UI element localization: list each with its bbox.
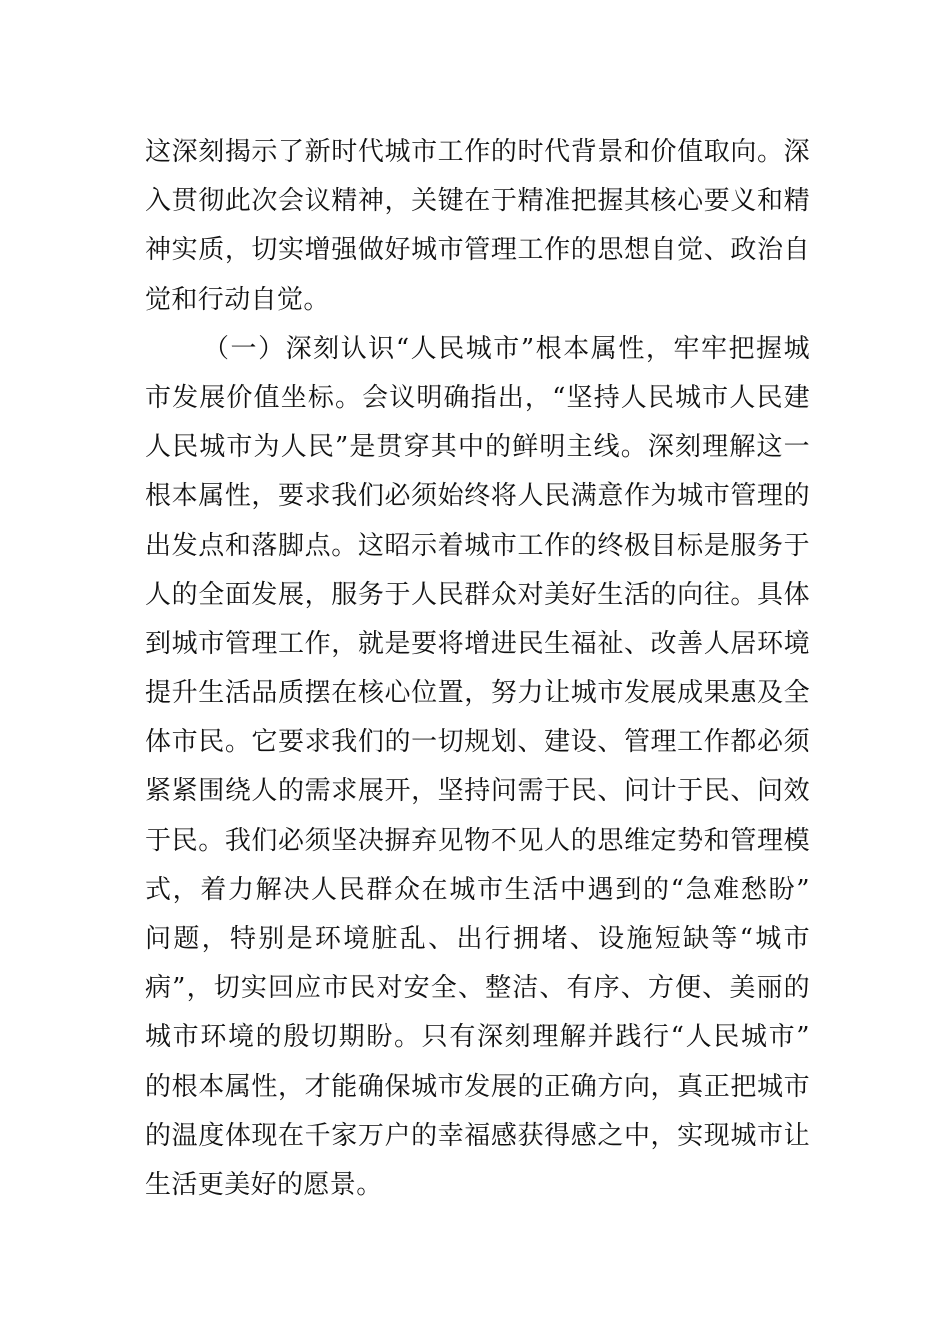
text-line: 的根本属性，才能确保城市发展的正确方向，真正把城市 [145,1071,810,1102]
document-body [145,128,810,1210]
text-line: 问题，特别是环境脏乱、出行拥堵、设施短缺等“城市 [145,924,810,954]
text-line: 出发点和落脚点。这昭示着城市工作的终极目标是服务于 [145,530,810,561]
text-line: 于民。我们必须坚决摒弃见物不见人的思维定势和管理模 [145,825,810,856]
text-line: 神实质，切实增强做好城市管理工作的思想自觉、政治自 [145,235,810,266]
text-line: 紧紧围绕人的需求展开，坚持问需于民、问计于民、问效 [145,776,810,807]
text-line: 这深刻揭示了新时代城市工作的时代背景和价值取向。深 [145,137,810,167]
text-line: 人的全面发展，服务于人民群众对美好生活的向往。具体 [145,579,810,610]
text-line: 城市环境的殷切期盼。只有深刻理解并践行“人民城市” [145,1022,810,1053]
text-line: 人民城市为人民”是贯穿其中的鲜明主线。深刻理解这一 [145,432,810,463]
text-line: 入贯彻此次会议精神，关键在于精准把握其核心要义和精 [145,186,810,217]
text-line: 觉和行动自觉。 [145,284,330,315]
text-line: 根本属性，要求我们必须始终将人民满意作为城市管理的 [145,481,810,512]
text-line: 提升生活品质摆在核心位置，努力让城市发展成果惠及全 [145,678,810,709]
text-line: 生活更美好的愿景。 [145,1169,383,1200]
text-line: 市发展价值坐标。会议明确指出，“坚持人民城市人民建 [145,382,810,413]
text-line: 到城市管理工作，就是要将增进民生福祉、改善人居环境 [145,628,810,659]
text-line: 式，着力解决人民群众在城市生活中遇到的“急难愁盼” [145,874,810,905]
section-heading-line: （一）深刻认识“人民城市”根本属性，牢牢把握城 [203,333,810,364]
text-line: 体市民。它要求我们的一切规划、建设、管理工作都必须 [145,727,810,758]
text-line: 病”，切实回应市民对安全、整洁、有序、方便、美丽的 [145,973,810,1004]
text-line: 的温度体现在千家万户的幸福感获得感之中，实现城市让 [145,1120,810,1151]
